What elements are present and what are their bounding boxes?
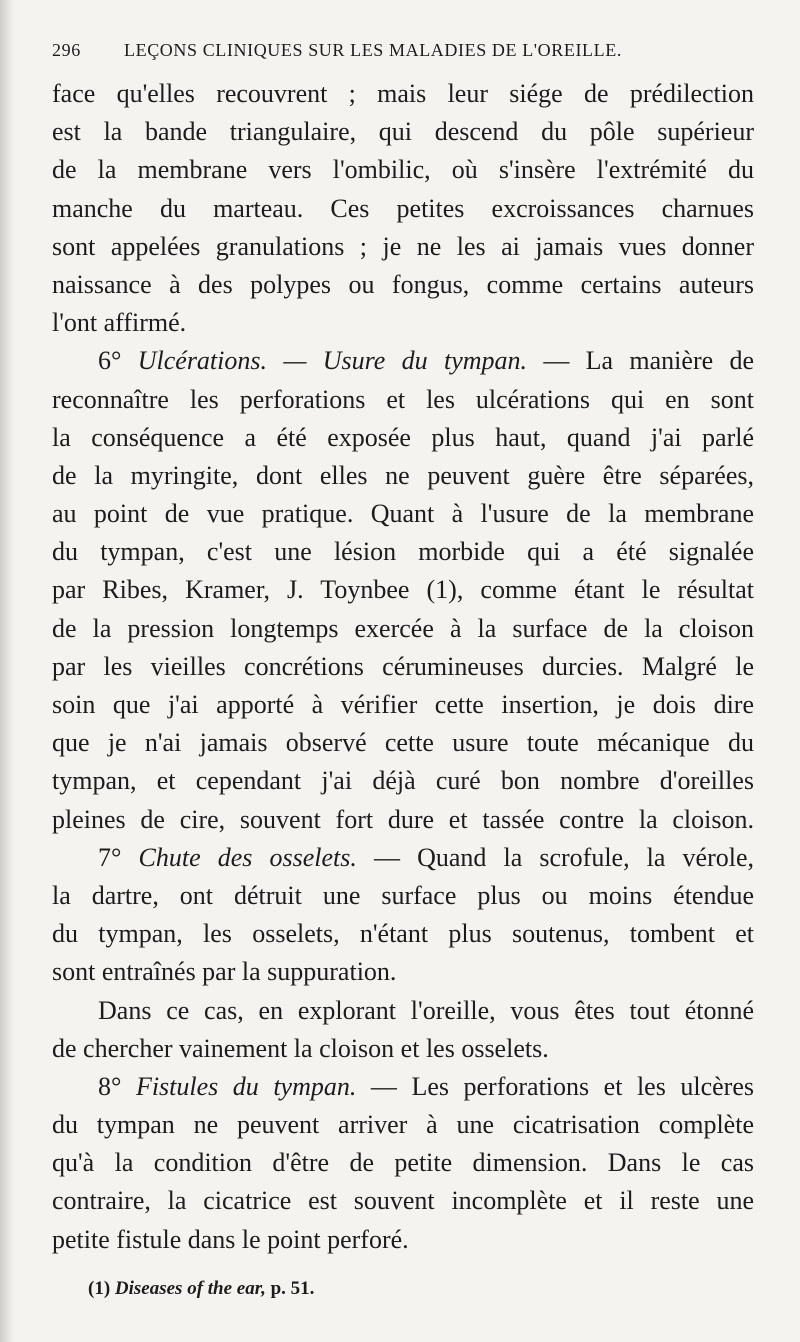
- text-line: face qu'elles recouvrent ; mais leur siége de prédilection: [52, 79, 754, 108]
- text-run: — La manière de: [543, 346, 755, 376]
- text-line: qu'à la condition d'être de petite dimension. Dans le cas: [52, 1148, 754, 1178]
- text-line: est la bande triangulaire, qui descend du pôle supérieur: [52, 117, 754, 147]
- section-heading-line: [52, 342, 754, 380]
- section-title: Fistules du tympan.: [135, 1071, 357, 1101]
- text-line: la conséquence a été exposée plus haut, quand j'ai parlé: [52, 422, 754, 452]
- text-line: sont appelées granulations ; je ne les ai jamais vues donner: [52, 231, 754, 261]
- text-line: du tympan, les osselets, n'étant plus soutenus, tombent et: [52, 919, 754, 949]
- text-line: du tympan ne peuvent arriver à une cicatrisation complète: [52, 1110, 754, 1140]
- paragraph-exploration: [52, 992, 754, 1068]
- text-line: par Ribes, Kramer, J. Toynbee (1), comme étant le résultat: [52, 575, 754, 605]
- running-title: LEÇONS CLINIQUES SUR LES MALADIES DE L'OREILLE.: [124, 40, 622, 60]
- text-line: tympan, et cependant j'ai déjà curé bon nombre d'oreilles: [52, 766, 754, 796]
- section-number: 6°: [98, 346, 122, 376]
- paragraph-granulations: [52, 75, 754, 342]
- text-line: naissance à des polypes ou fongus, comme certains auteurs: [52, 269, 754, 299]
- text-run: — Quand la scrofule, la vérole,: [373, 842, 755, 872]
- text-line: par les vieilles concrétions cérumineuses durcies. Malgré le: [52, 651, 754, 681]
- footnote-title: Diseases of the ear,: [114, 1278, 266, 1299]
- text-line: de la membrane vers l'ombilic, où s'insère l'extrémité du: [52, 155, 754, 185]
- paragraph-fistules: [52, 1068, 754, 1259]
- text-line: pleines de cire, souvent fort dure et tassée contre la cloison.: [52, 804, 754, 834]
- section-title: Chute des osselets.: [138, 842, 357, 872]
- paragraph-osselets: [52, 839, 754, 992]
- page-number: 296: [52, 40, 81, 60]
- running-header: [52, 34, 752, 66]
- text-line: au point de vue pratique. Quant à l'usure de la membrane: [52, 499, 754, 529]
- section-heading-line: [52, 839, 754, 877]
- text-line: reconnaître les perforations et les ulcérations qui en sont: [52, 384, 754, 414]
- text-run: — Les perforations et les ulcères: [370, 1071, 754, 1101]
- page-body: [52, 75, 754, 1259]
- footnote: [88, 1278, 314, 1300]
- text-line: de la myringite, dont elles ne peuvent guère être séparées,: [52, 460, 754, 490]
- paragraph-ulcerations: [52, 342, 754, 838]
- text-line: soin que j'ai apporté à vérifier cette insertion, je dois dire: [52, 690, 754, 719]
- text-line: du tympan, c'est une lésion morbide qui a été signalée: [52, 537, 754, 567]
- text-line: sont entraînés par la suppuration.: [52, 957, 397, 987]
- section-number: 7°: [98, 842, 122, 872]
- text-line: Dans ce cas, en explorant l'oreille, vous êtes tout étonné: [98, 995, 754, 1025]
- section-heading-line: [52, 1068, 754, 1106]
- text-line: de chercher vainement la cloison et les osselets.: [52, 1033, 549, 1063]
- text-line: la dartre, ont détruit une surface plus ou moins étendue: [52, 880, 754, 910]
- footnote-marker: (1): [88, 1278, 111, 1299]
- text-line: contraire, la cicatrice est souvent incomplète et il reste une: [52, 1186, 754, 1216]
- page-edge-shadow: [0, 0, 14, 1342]
- section-title: Ulcérations. — Usure du tympan.: [137, 346, 528, 376]
- text-line: manche du marteau. Ces petites excroissances charnues: [52, 193, 754, 223]
- text-line: petite fistule dans le point perforé.: [52, 1224, 409, 1254]
- footnote-page: p. 51.: [270, 1278, 315, 1299]
- section-number: 8°: [98, 1071, 122, 1101]
- text-line: que je n'ai jamais observé cette usure toute mécanique du: [52, 728, 754, 758]
- text-line: de la pression longtemps exercée à la surface de la cloison: [52, 613, 754, 643]
- text-line: l'ont affirmé.: [52, 308, 187, 338]
